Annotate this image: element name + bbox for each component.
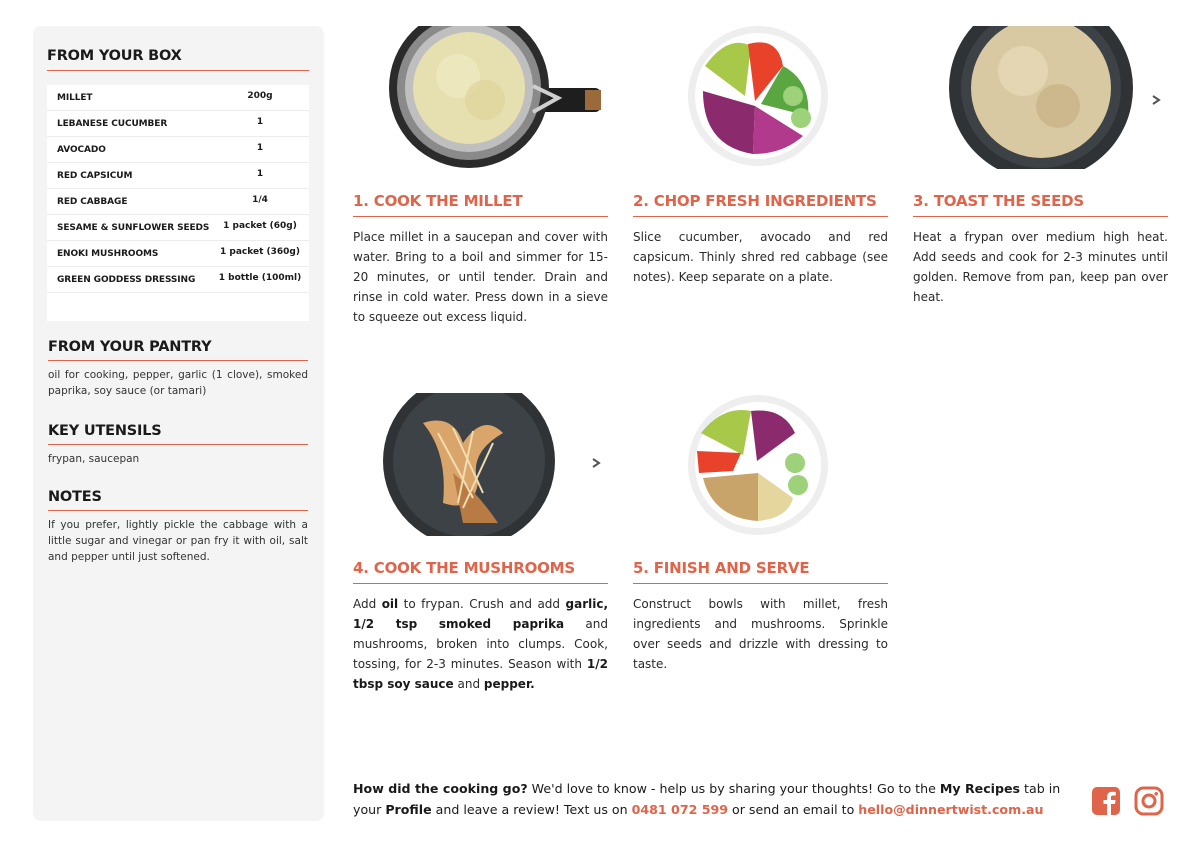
from-your-box-title: FROM YOUR BOX xyxy=(47,48,182,64)
ingredient-row xyxy=(47,241,309,267)
ingredient-name: LEBANESE CUCUMBER xyxy=(57,119,168,129)
ingredient-qty: 1 xyxy=(256,143,264,153)
utensils-title: KEY UTENSILS xyxy=(48,423,162,439)
ingredient-row xyxy=(47,215,309,241)
bold-text: garlic, 1/2 tsp smoked paprika xyxy=(353,597,609,631)
divider xyxy=(48,444,308,445)
ingredient-qty: 1 packet (60g) xyxy=(223,221,297,231)
step-title: 3. TOAST THE SEEDS xyxy=(913,192,1085,210)
text: or send an email to xyxy=(728,802,859,817)
ingredient-qty: 200g xyxy=(247,91,273,101)
ingredient-name: MILLET xyxy=(57,93,93,103)
divider xyxy=(48,360,308,361)
step-text xyxy=(913,227,1168,307)
bold-text: How did the cooking go? xyxy=(353,781,528,796)
ingredient-qty: 1 xyxy=(256,117,264,127)
divider xyxy=(47,70,309,71)
step-title: 2. CHOP FRESH INGREDIENTS xyxy=(633,192,877,210)
notes-title: NOTES xyxy=(48,489,102,505)
text: and leave a review! Text us on xyxy=(431,802,632,817)
instagram-icon[interactable] xyxy=(1133,785,1165,817)
divider xyxy=(353,583,608,584)
step-title: 1. COOK THE MILLET xyxy=(353,192,523,210)
text: Place millet in a saucepan and cover with water. Bring to a boil and simmer for 15-20 minutes, or until tender. Drain and rinse in cold water. Press down in a sieve to squeeze out excess liquid. xyxy=(353,230,608,324)
text: We'd love to know - help us by sharing your thoughts! Go to the xyxy=(527,781,940,796)
sidebar xyxy=(33,26,324,821)
notes-text: If you prefer, lightly pickle the cabbage with a little sugar and vinegar or pan fry it with oil, salt and pepper until just softened. xyxy=(48,519,308,563)
ingredient-row xyxy=(47,111,309,137)
ingredient-name: GREEN GODDESS DRESSING xyxy=(57,275,196,285)
bold-text: Profile xyxy=(385,802,432,817)
text: Slice cucumber, avocado and red capsicum. Thinly shred red cabbage (see notes). Keep separate on a plate. xyxy=(633,230,888,284)
ingredient-row xyxy=(47,163,309,189)
ingredient-qty: 1 xyxy=(256,169,264,179)
feedback-text xyxy=(353,778,1073,820)
pantry-text: oil for cooking, pepper, garlic (1 clove), smoked paprika, soy sauce (or tamari) xyxy=(48,369,308,397)
ingredient-qty: 1 packet (360g) xyxy=(220,247,300,257)
bold-text: 1/2 tbsp soy sauce xyxy=(353,657,608,691)
divider xyxy=(913,216,1168,217)
ingredient-qty: 1/4 xyxy=(252,195,268,205)
step-title: 4. COOK THE MUSHROOMS xyxy=(353,559,576,577)
divider xyxy=(633,216,888,217)
step-text xyxy=(633,594,888,674)
ingredient-name: RED CABBAGE xyxy=(57,197,128,207)
pantry-title: FROM YOUR PANTRY xyxy=(48,339,212,355)
ingredient-row xyxy=(47,267,309,293)
ingredient-name: SESAME & SUNFLOWER SEEDS xyxy=(57,223,210,233)
finished-bowl-photo xyxy=(633,393,888,536)
millet-sieve-photo xyxy=(353,26,608,169)
step-title: 5. FINISH AND SERVE xyxy=(633,559,810,577)
text: Construct bowls with millet, fresh ingredients and mushrooms. Sprinkle over seeds and drizzle with dressing to taste. xyxy=(633,597,888,671)
divider xyxy=(633,583,888,584)
bold-text: pepper. xyxy=(483,677,535,691)
text: and mushrooms, broken into clumps. Cook, tossing, for 2-3 minutes. Season with xyxy=(353,617,609,671)
ingredient-qty: 1 bottle (100ml) xyxy=(218,273,302,283)
divider xyxy=(48,510,308,511)
ingredient-row xyxy=(47,137,309,163)
contact-link[interactable]: 0481 072 599 xyxy=(631,802,729,817)
text: Heat a frypan over medium high heat. Add seeds and cook for 2-3 minutes until golden. Remove from pan, keep pan over heat. xyxy=(913,230,1168,304)
step-text xyxy=(633,227,888,287)
text: to frypan. Crush and add xyxy=(398,597,566,611)
bold-text: My Recipes xyxy=(939,781,1021,796)
bold-text: oil xyxy=(381,597,399,611)
step-text xyxy=(353,227,608,327)
pantry-section xyxy=(48,339,308,399)
text: Add xyxy=(353,597,382,611)
contact-link[interactable]: hello@dinnertwist.com.au xyxy=(858,802,1044,817)
fresh-ingredients-plate-photo xyxy=(633,26,888,169)
ingredient-row xyxy=(47,189,309,215)
notes-section xyxy=(48,489,308,565)
divider xyxy=(353,216,608,217)
ingredient-name: ENOKI MUSHROOMS xyxy=(57,249,159,259)
ingredient-name: RED CAPSICUM xyxy=(57,171,133,181)
toasting-seeds-pan-photo xyxy=(913,26,1168,169)
step-text xyxy=(353,594,608,694)
text: and xyxy=(453,677,484,691)
utensils-text: frypan, saucepan xyxy=(48,453,140,465)
ingredient-name: AVOCADO xyxy=(57,145,106,155)
ingredient-row xyxy=(47,85,309,111)
ingredients-table xyxy=(47,85,309,321)
mushrooms-pan-photo xyxy=(353,393,608,536)
utensils-section xyxy=(48,423,308,467)
facebook-icon[interactable] xyxy=(1090,785,1122,817)
text: tab in your xyxy=(353,781,1061,817)
